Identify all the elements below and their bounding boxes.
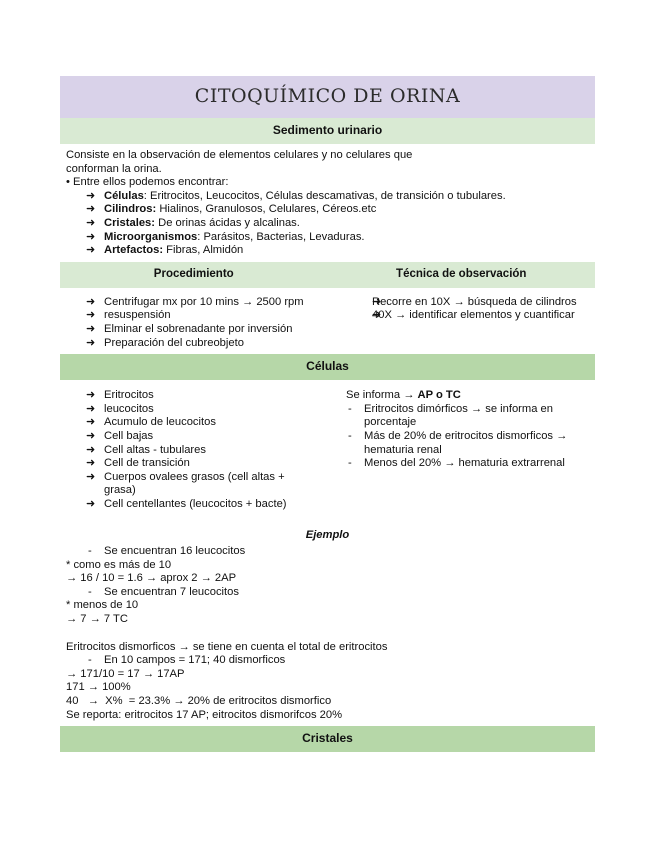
ejemplo-line: 40 → X% = 23.3% → 20% de eritrocitos dismorfico xyxy=(66,695,332,707)
ejemplo-line: * como es más de 10 xyxy=(66,558,172,571)
ejemplo-line: Eritrocitos dismorficos → se tiene en cuenta el total de eritrocitos xyxy=(66,640,388,653)
list-item: - Eritrocitos dimórficos → se informa en porcentaje xyxy=(346,403,579,430)
ejemplo-line: → 7 → 7 TC xyxy=(66,613,128,626)
list-item xyxy=(66,244,589,258)
document-page xyxy=(60,76,595,752)
procedimiento-header-right: Técnica de observación xyxy=(396,267,527,280)
ejemplo-title: Ejemplo xyxy=(305,529,350,542)
list-item: ➜ resuspensión xyxy=(66,309,352,323)
sedimento-header-label: Sedimento urinario xyxy=(272,123,383,138)
intro-line-2: conforman la orina. xyxy=(66,162,162,175)
item-text: : Eritrocitos, Leucocitos, Células descamativas, de transición o tubulares. xyxy=(143,189,506,202)
cristales-header xyxy=(60,726,595,752)
procedimiento-section xyxy=(60,288,595,354)
list-item: ➜ Acumulo de leucocitos xyxy=(66,416,346,430)
item-term: Células xyxy=(104,189,144,202)
celulas-right xyxy=(346,389,589,511)
item-term: Artefactos: xyxy=(104,244,164,257)
list-item: ➜ Preparación del cubreobjeto xyxy=(66,337,352,351)
list-item: ➜ Eritrocitos xyxy=(66,389,346,403)
procedimiento-left xyxy=(66,296,352,350)
ejemplo-line: 171 → 100% xyxy=(66,681,131,694)
list-item: ➜ Elminar el sobrenadante por inversión xyxy=(66,323,352,337)
item-text: : Parásitos, Bacterias, Levaduras. xyxy=(197,230,365,243)
ejemplo-line: - Se encuentran 7 leucocitos xyxy=(66,586,589,600)
list-item: - Más de 20% de eritrocitos dismorficos → hematuria renal xyxy=(346,430,589,457)
ejemplo-line: - Se encuentran 16 leucocitos xyxy=(66,545,589,559)
celulas-header-label: Células xyxy=(306,359,349,374)
informa-list xyxy=(346,403,589,471)
sedimento-list xyxy=(66,190,589,258)
list-item: ➜ Cell altas - tubulares xyxy=(66,444,346,458)
sedimento-header xyxy=(60,118,595,144)
procedimiento-header xyxy=(60,262,595,288)
ejemplo-line: Se reporta: eritrocitos 17 AP; eitrocitos dismorifcos 20% xyxy=(66,708,343,721)
celulas-list xyxy=(66,389,346,511)
ejemplo-line: - En 10 campos = 171; 40 dismorficos xyxy=(66,654,589,668)
item-text: Fibras, Almidón xyxy=(163,244,244,257)
list-item: ➜ Cell de transición xyxy=(66,457,346,471)
procedimiento-header-left: Procedimiento xyxy=(153,267,234,280)
sedimento-section xyxy=(60,144,595,262)
tecnica-list xyxy=(352,296,589,323)
item-term: Microorganismos xyxy=(104,230,198,243)
item-term: Cilindros: xyxy=(104,203,157,216)
informa-prefix: Se informa → xyxy=(346,389,418,402)
ejemplo-line: * menos de 10 xyxy=(66,599,139,612)
procedimiento-list xyxy=(66,296,352,350)
cristales-header-label: Cristales xyxy=(302,731,353,746)
tecnica-right xyxy=(352,296,589,350)
item-text: De orinas ácidas y alcalinas. xyxy=(155,216,300,229)
item-text: Hialinos, Granulosos, Celulares, Céreos.etc xyxy=(156,203,377,216)
list-item: ➜ leucocitos xyxy=(66,403,346,417)
ejemplo-line: → 16 / 10 = 1.6 → aprox 2 → 2AP xyxy=(66,572,237,585)
list-item xyxy=(66,231,589,245)
celulas-left xyxy=(66,389,346,511)
celulas-section xyxy=(60,380,595,515)
list-item: ➜ Cell bajas xyxy=(66,430,346,444)
list-item: ➜ Recorre en 10X → búsqueda de cilindros xyxy=(352,296,589,310)
informa-bold: AP o TC xyxy=(417,389,461,402)
list-item xyxy=(66,217,589,231)
informa-line xyxy=(346,389,589,403)
list-item: ➜ 40X → identificar elementos y cuantificar xyxy=(352,309,589,323)
celulas-header xyxy=(60,354,595,380)
list-item: ➜ Centrifugar mx por 10 mins → 2500 rpm xyxy=(66,296,352,310)
title-bar xyxy=(60,76,595,118)
spacer xyxy=(66,627,589,641)
list-item: ➜ Cell centellantes (leucocitos + bacte) xyxy=(66,498,346,512)
list-item: - Menos del 20% → hematuria extrarrenal xyxy=(346,457,589,471)
ejemplo-line: → 171/10 = 17 → 17AP xyxy=(66,667,185,680)
list-item xyxy=(66,203,589,217)
item-term: Cristales: xyxy=(104,216,155,229)
page-title: CITOQUÍMICO DE ORINA xyxy=(194,85,461,108)
intro-line-1: Consiste en la observación de elementos celulares y no celulares que xyxy=(66,149,413,161)
list-item: ➜ Cuerpos ovalees grasos (cell altas + grasa) xyxy=(66,471,304,498)
intro-line-3: • Entre ellos podemos encontrar: xyxy=(66,176,229,189)
list-item xyxy=(66,190,589,204)
ejemplo-section xyxy=(60,529,595,726)
